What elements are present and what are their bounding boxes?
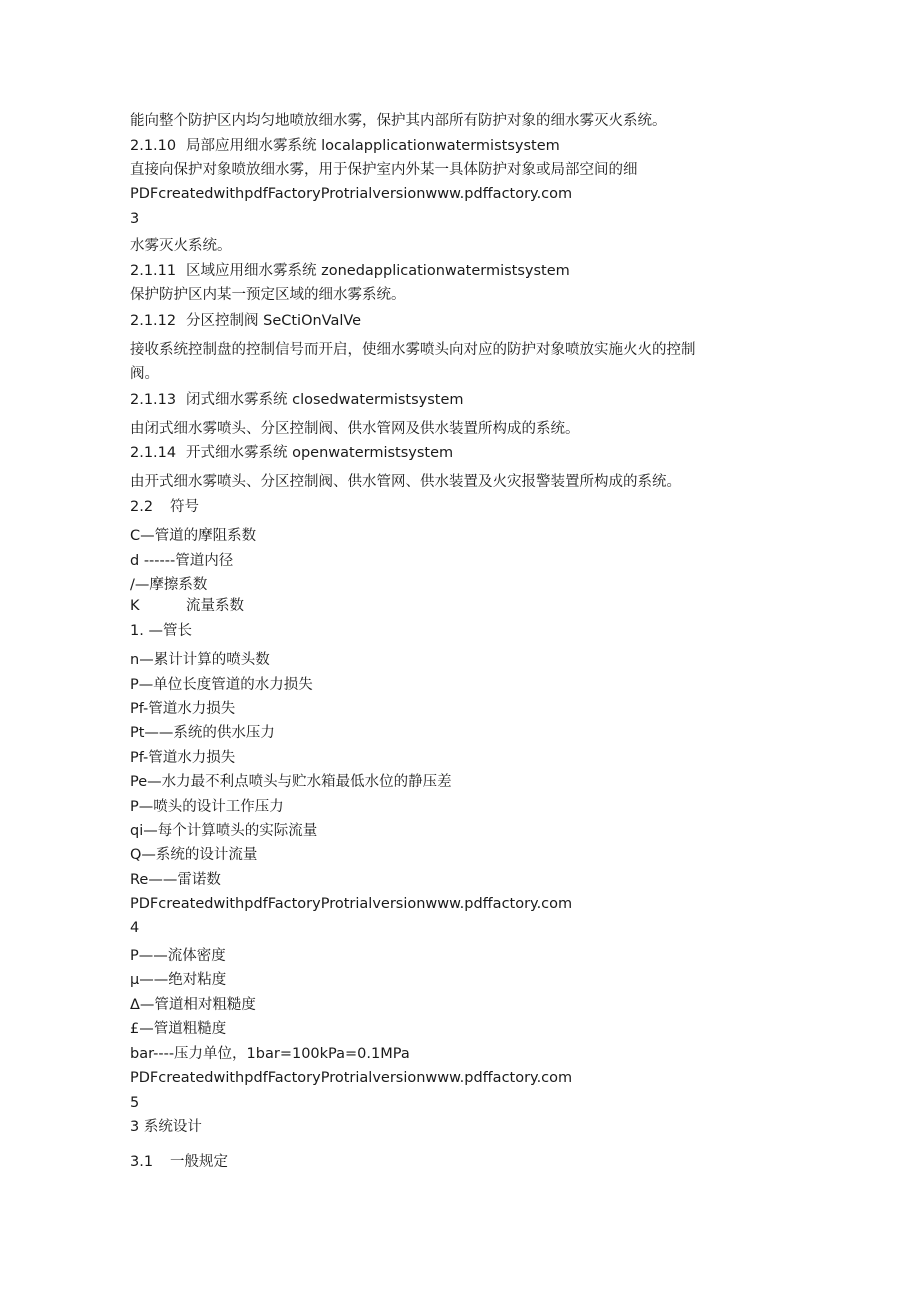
symbol-entry: 1. —管长 — [130, 623, 192, 639]
symbol-entry: Pe—水力最不利点喷头与贮水箱最低水位的静压差 — [130, 774, 452, 790]
symbol-entry: Re——雷诺数 — [130, 872, 221, 888]
section-number: 2.2 — [130, 499, 154, 515]
symbol-entry: /—摩擦系数 — [130, 577, 208, 593]
section-heading — [130, 261, 570, 281]
section-heading — [130, 311, 361, 331]
section-number: 2.1.12 — [130, 313, 177, 329]
section-title: 局部应用细水雾系统 localapplicationwatermistsystem — [186, 138, 560, 154]
section-title: 一般规定 — [170, 1154, 228, 1170]
symbol-entry: P—单位长度管道的水力损失 — [130, 677, 313, 693]
section-number: 2.1.11 — [130, 263, 177, 279]
definition-text: 保护防护区内某一预定区域的细水雾系统。 — [130, 287, 406, 303]
symbol-letter: K — [130, 598, 140, 614]
symbol-entry: C—管道的摩阻系数 — [130, 528, 257, 544]
page-number: 5 — [130, 1095, 140, 1111]
chapter-heading: 3 系统设计 — [130, 1119, 202, 1135]
symbol-entry — [130, 596, 244, 616]
symbol-entry: P—喷头的设计工作压力 — [130, 799, 284, 815]
symbol-entry: Pf-管道水力损失 — [130, 750, 236, 766]
page-number: 3 — [130, 211, 140, 227]
definition-text: 直接向保护对象喷放细水雾，用于保护室内外某一具体防护对象或局部空间的细 — [130, 162, 638, 178]
symbol-entry: Q—系统的设计流量 — [130, 847, 258, 863]
intro-paragraph: 能向整个防护区内均匀地喷放细水雾，保护其内部所有防护对象的细水雾灭火系统。 — [130, 113, 667, 129]
symbol-entry: P——流体密度 — [130, 948, 226, 964]
section-heading — [130, 1152, 228, 1172]
symbol-entry: n—累计计算的喷头数 — [130, 652, 270, 668]
section-number: 3.1 — [130, 1154, 154, 1170]
definition-text: 接收系统控制盘的控制信号而开启，使细水雾喷头向对应的防护对象喷放实施火火的控制 — [130, 342, 696, 358]
section-title: 闭式细水雾系统 closedwatermistsystem — [186, 392, 464, 408]
section-number: 2.1.13 — [130, 392, 177, 408]
definition-text: 由闭式细水雾喷头、分区控制阀、供水管网及供水装置所构成的系统。 — [130, 421, 580, 437]
section-title: 分区控制阀 SeCtiOnValVe — [186, 313, 362, 329]
symbol-entry: d ------管道内径 — [130, 553, 234, 569]
pdf-footer: PDFcreatedwithpdfFactoryProtrialversionwww.pdffactory.com — [130, 1070, 573, 1086]
section-heading — [130, 443, 453, 463]
section-heading — [130, 390, 464, 410]
section-title: 开式细水雾系统 openwatermistsystem — [186, 445, 454, 461]
section-title: 符号 — [170, 499, 199, 515]
symbol-entry: bar----压力单位，1bar=100kPa=0.1MPa — [130, 1046, 410, 1062]
symbol-entry: qi—每个计算喷头的实际流量 — [130, 823, 318, 839]
definition-text: 由开式细水雾喷头、分区控制阀、供水管网、供水装置及火灾报警装置所构成的系统。 — [130, 474, 681, 490]
section-heading — [130, 497, 199, 517]
pdf-footer: PDFcreatedwithpdfFactoryProtrialversionwww.pdffactory.com — [130, 896, 573, 912]
pdf-footer: PDFcreatedwithpdfFactoryProtrialversionwww.pdffactory.com — [130, 186, 573, 202]
symbol-entry: μ——绝对粘度 — [130, 972, 227, 988]
symbol-entry: Pf-管道水力损失 — [130, 701, 236, 717]
page-number: 4 — [130, 920, 140, 936]
definition-text: 阀。 — [130, 366, 159, 382]
section-number: 2.1.10 — [130, 138, 177, 154]
symbol-entry: £—管道粗糙度 — [130, 1021, 227, 1037]
section-heading — [130, 136, 560, 156]
definition-text: 水雾灭火系统。 — [130, 238, 232, 254]
symbol-entry: Pt——系统的供水压力 — [130, 725, 275, 741]
symbol-entry: Δ—管道相对粗糙度 — [130, 997, 256, 1013]
symbol-description: 流量系数 — [186, 598, 244, 614]
section-number: 2.1.14 — [130, 445, 177, 461]
section-title: 区域应用细水雾系统 zonedapplicationwatermistsystem — [186, 263, 570, 279]
